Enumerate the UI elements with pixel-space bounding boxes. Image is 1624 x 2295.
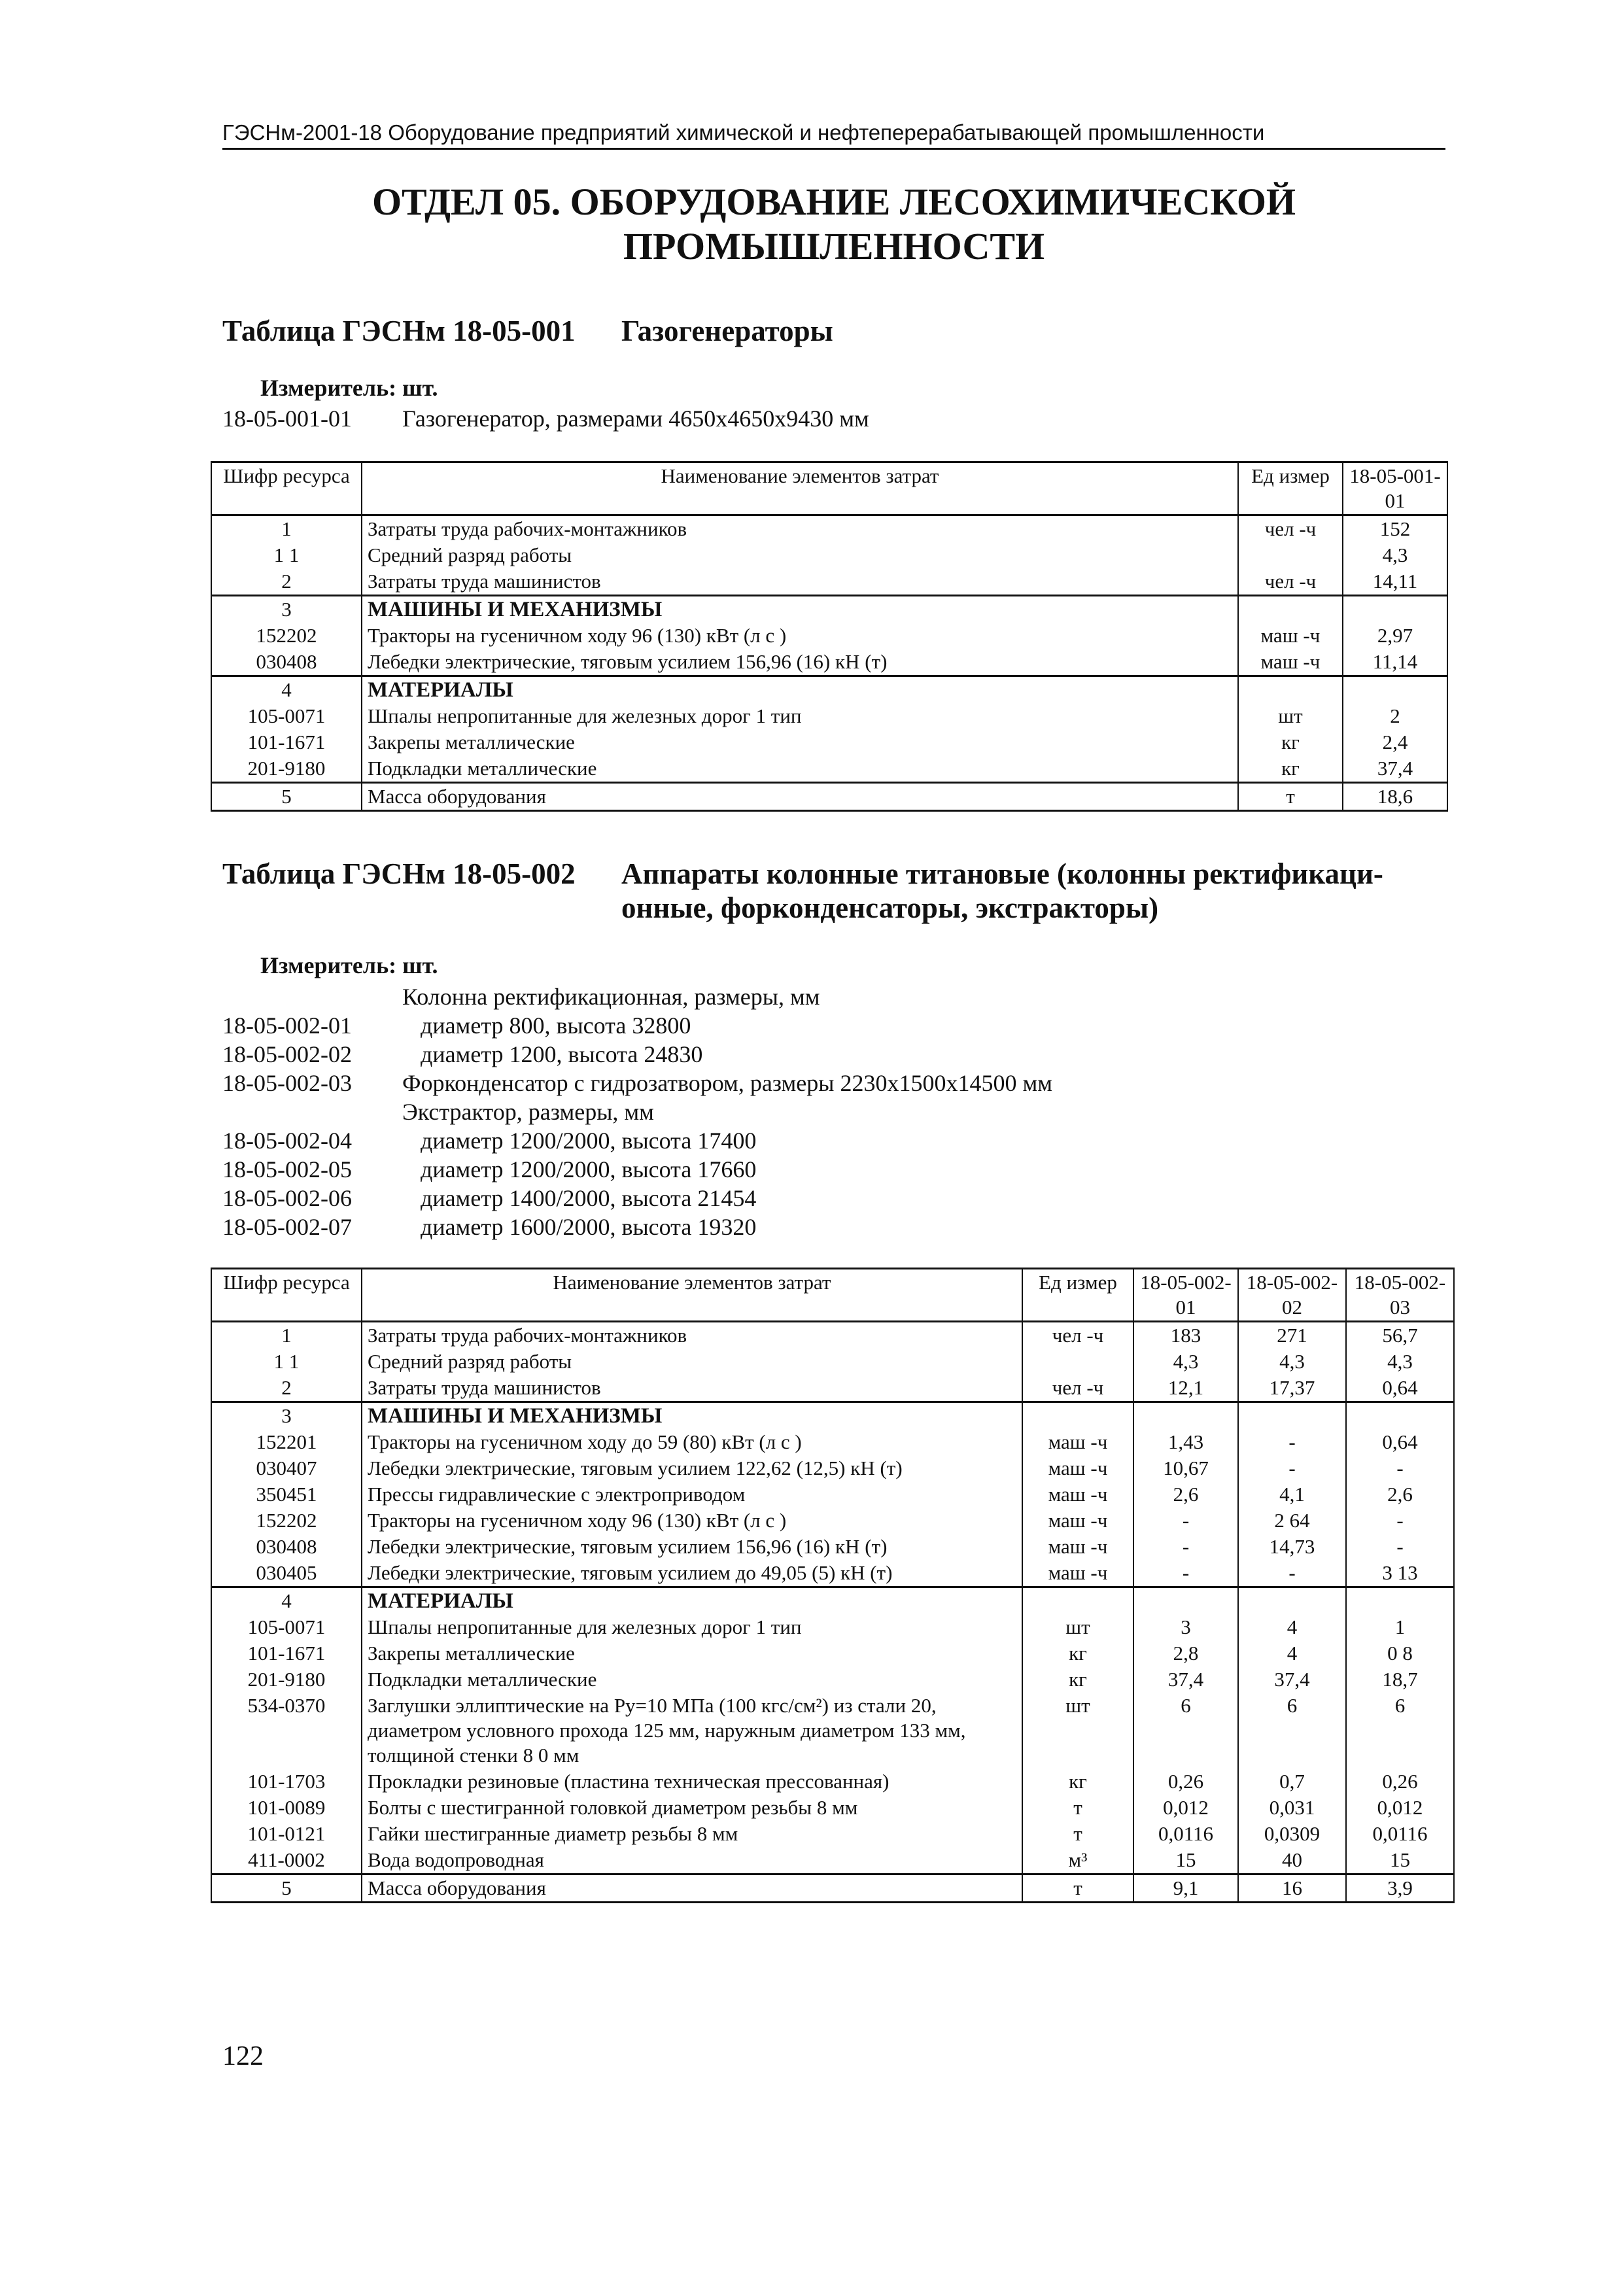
- table-row: [211, 568, 1447, 596]
- resource-value: 183: [1133, 1322, 1238, 1349]
- resource-unit: шт: [1022, 1693, 1133, 1769]
- resource-name: МАТЕРИАЛЫ: [362, 676, 1238, 704]
- spec-code: 18-05-002-02: [222, 1041, 352, 1067]
- table-row: [211, 755, 1447, 783]
- column-header: Шифр ресурса: [211, 462, 362, 515]
- table-row: [211, 1560, 1454, 1587]
- resource-value: 56,7: [1346, 1322, 1454, 1349]
- spec-code: 18-05-001-01: [222, 406, 352, 432]
- resource-value: 18,6: [1343, 783, 1447, 811]
- resource-value: 0,26: [1346, 1769, 1454, 1795]
- resource-value: 0,0116: [1133, 1821, 1238, 1847]
- resource-value: 4,3: [1133, 1349, 1238, 1375]
- resource-code: 3: [211, 596, 362, 623]
- table-row: [211, 1455, 1454, 1481]
- resource-unit: шт: [1238, 703, 1343, 729]
- resource-value: 4: [1238, 1614, 1346, 1640]
- resource-name: Затраты труда машинистов: [362, 568, 1238, 596]
- resource-value: 2,6: [1346, 1481, 1454, 1508]
- resource-value: 15: [1133, 1847, 1238, 1874]
- spec-row: [222, 1097, 1052, 1126]
- resource-unit: маш -ч: [1022, 1560, 1133, 1587]
- resource-value: 11,14: [1343, 649, 1447, 676]
- spec-row: [222, 1040, 1052, 1069]
- spec-code: 18-05-002-03: [222, 1070, 352, 1096]
- table1-header-row: [211, 462, 1447, 515]
- resource-unit: [1238, 676, 1343, 704]
- resource-name: Средний разряд работы: [362, 1349, 1022, 1375]
- resource-name: Масса оборудования: [362, 1874, 1022, 1903]
- resource-value: -: [1346, 1455, 1454, 1481]
- resource-value: -: [1133, 1508, 1238, 1534]
- table-row: [211, 542, 1447, 568]
- table-row: [211, 1375, 1454, 1402]
- page-number: 122: [222, 2041, 264, 2071]
- spec-row: [222, 1011, 1052, 1040]
- resource-unit: [1022, 1587, 1133, 1615]
- spec-text: диаметр 1400/2000, высота 21454: [421, 1185, 757, 1211]
- table-row: [211, 1666, 1454, 1693]
- column-header: Наименование элементов затрат: [362, 1269, 1022, 1322]
- resource-value: 0,012: [1133, 1795, 1238, 1821]
- resource-value: 2,4: [1343, 729, 1447, 755]
- spec-text: диаметр 1200/2000, высота 17400: [421, 1128, 757, 1154]
- table2-name: Аппараты колонные титановые (колонны ректификаци-онные, форконденсаторы, экстракторы): [621, 857, 1383, 924]
- resource-code: 030407: [211, 1455, 362, 1481]
- resource-name: Шпалы непропитанные для железных дорог 1 тип: [362, 703, 1238, 729]
- resource-code: 411-0002: [211, 1847, 362, 1874]
- table-row: [211, 703, 1447, 729]
- table2-header-row: [211, 1269, 1454, 1322]
- resource-name: Лебедки электрические, тяговым усилием до 49,05 (5) кН (т): [362, 1560, 1022, 1587]
- resource-value: 3: [1133, 1614, 1238, 1640]
- resource-value: [1238, 1587, 1346, 1615]
- resource-value: 6: [1133, 1693, 1238, 1769]
- resource-code: 030408: [211, 649, 362, 676]
- spec-text: Газогенератор, размерами 4650х4650х9430 мм: [402, 406, 869, 432]
- spec-row: [222, 1184, 1052, 1213]
- column-header: 18-05-002-03: [1346, 1269, 1454, 1322]
- resource-value: 3,9: [1346, 1874, 1454, 1903]
- resource-value: 2 64: [1238, 1508, 1346, 1534]
- resource-value: [1238, 1402, 1346, 1430]
- spec-text: диаметр 1600/2000, высота 19320: [421, 1214, 757, 1240]
- resource-code: 201-9180: [211, 755, 362, 783]
- resource-value: 18,7: [1346, 1666, 1454, 1693]
- resource-code: 5: [211, 1874, 362, 1903]
- resource-name: МАШИНЫ И МЕХАНИЗМЫ: [362, 1402, 1022, 1430]
- table-row: [211, 1874, 1454, 1903]
- spec-code: 18-05-002-06: [222, 1185, 352, 1211]
- resource-value: [1346, 1587, 1454, 1615]
- resource-unit: маш -ч: [1238, 623, 1343, 649]
- section-title-line-1: ОТДЕЛ 05. ОБОРУДОВАНИЕ ЛЕСОХИМИЧЕСКОЙ: [371, 181, 1296, 223]
- resource-value: 10,67: [1133, 1455, 1238, 1481]
- resource-unit: чел -ч: [1238, 568, 1343, 596]
- resource-code: 1: [211, 515, 362, 543]
- table2-resources: [211, 1268, 1455, 1903]
- resource-code: 152202: [211, 623, 362, 649]
- resource-value: 4,3: [1238, 1349, 1346, 1375]
- resource-value: 6: [1238, 1693, 1346, 1769]
- resource-name: Масса оборудования: [362, 783, 1238, 811]
- resource-name: Затраты труда машинистов: [362, 1375, 1022, 1402]
- resource-value: 4,1: [1238, 1481, 1346, 1508]
- table-row: [211, 729, 1447, 755]
- resource-code: 030405: [211, 1560, 362, 1587]
- resource-value: -: [1238, 1455, 1346, 1481]
- resource-code: 5: [211, 783, 362, 811]
- resource-value: 0,64: [1346, 1375, 1454, 1402]
- resource-unit: чел -ч: [1238, 515, 1343, 543]
- table-row: [211, 1481, 1454, 1508]
- resource-name: Тракторы на гусеничном ходу 96 (130) кВт (л с ): [362, 1508, 1022, 1534]
- resource-name: Лебедки электрические, тяговым усилием 122,62 (12,5) кН (т): [362, 1455, 1022, 1481]
- resource-value: 14,11: [1343, 568, 1447, 596]
- resource-value: 271: [1238, 1322, 1346, 1349]
- resource-value: 1,43: [1133, 1429, 1238, 1455]
- table-row: [211, 515, 1447, 543]
- resource-name: Прессы гидравлические с электроприводом: [362, 1481, 1022, 1508]
- resource-unit: [1022, 1402, 1133, 1430]
- column-header: Ед измер: [1238, 462, 1343, 515]
- resource-unit: кг: [1238, 755, 1343, 783]
- resource-value: 4,3: [1343, 542, 1447, 568]
- resource-name: Закрепы металлические: [362, 729, 1238, 755]
- column-header: Ед измер: [1022, 1269, 1133, 1322]
- table-row: [211, 596, 1447, 623]
- table-row: [211, 1322, 1454, 1349]
- resource-name: Затраты труда рабочих-монтажников: [362, 515, 1238, 543]
- resource-code: 101-0089: [211, 1795, 362, 1821]
- resource-value: [1346, 1402, 1454, 1430]
- table-row: [211, 783, 1447, 811]
- resource-value: [1133, 1402, 1238, 1430]
- resource-value: -: [1238, 1429, 1346, 1455]
- table-row: [211, 676, 1447, 704]
- resource-value: 4: [1238, 1640, 1346, 1666]
- resource-value: 0,64: [1346, 1429, 1454, 1455]
- resource-unit: чел -ч: [1022, 1375, 1133, 1402]
- resource-code: 101-1671: [211, 1640, 362, 1666]
- resource-code: 152202: [211, 1508, 362, 1534]
- resource-name: МАШИНЫ И МЕХАНИЗМЫ: [362, 596, 1238, 623]
- resource-name: Гайки шестигранные диаметр резьбы 8 мм: [362, 1821, 1022, 1847]
- resource-value: 37,4: [1343, 755, 1447, 783]
- section-title: [222, 180, 1445, 269]
- resource-name: Лебедки электрические, тяговым усилием 156,96 (16) кН (т): [362, 1534, 1022, 1560]
- spec-text: Форконденсатор с гидрозатвором, размеры 2230х1500х14500 мм: [402, 1070, 1053, 1096]
- table-row: [211, 1534, 1454, 1560]
- resource-value: 0,7: [1238, 1769, 1346, 1795]
- column-header: Наименование элементов затрат: [362, 462, 1238, 515]
- resource-value: [1133, 1587, 1238, 1615]
- spec-text: диаметр 800, высота 32800: [421, 1012, 691, 1039]
- resource-code: 101-0121: [211, 1821, 362, 1847]
- spec-code: 18-05-002-04: [222, 1128, 352, 1154]
- resource-value: -: [1346, 1508, 1454, 1534]
- resource-name: Средний разряд работы: [362, 542, 1238, 568]
- resource-value: -: [1133, 1534, 1238, 1560]
- resource-value: 0,0116: [1346, 1821, 1454, 1847]
- table1-title: [222, 314, 1432, 348]
- resource-value: 0,012: [1346, 1795, 1454, 1821]
- resource-unit: [1238, 542, 1343, 568]
- resource-unit: кг: [1238, 729, 1343, 755]
- resource-value: 2,8: [1133, 1640, 1238, 1666]
- resource-value: 6: [1346, 1693, 1454, 1769]
- resource-unit: маш -ч: [1022, 1508, 1133, 1534]
- resource-value: [1343, 596, 1447, 623]
- resource-code: 030408: [211, 1534, 362, 1560]
- resource-value: 14,73: [1238, 1534, 1346, 1560]
- resource-unit: т: [1022, 1795, 1133, 1821]
- resource-code: 105-0071: [211, 703, 362, 729]
- spec-row: [222, 404, 869, 433]
- spec-text: Колонна ректификационная, размеры, мм: [402, 984, 820, 1010]
- resource-value: 1: [1346, 1614, 1454, 1640]
- resource-code: 1 1: [211, 1349, 362, 1375]
- table-row: [211, 1402, 1454, 1430]
- resource-unit: т: [1022, 1821, 1133, 1847]
- table-row: [211, 1429, 1454, 1455]
- resource-value: -: [1238, 1560, 1346, 1587]
- resource-value: 17,37: [1238, 1375, 1346, 1402]
- resource-value: 2,97: [1343, 623, 1447, 649]
- resource-value: 16: [1238, 1874, 1346, 1903]
- resource-unit: м³: [1022, 1847, 1133, 1874]
- resource-value: 4,3: [1346, 1349, 1454, 1375]
- resource-name: Закрепы металлические: [362, 1640, 1022, 1666]
- spec-text: диаметр 1200/2000, высота 17660: [421, 1156, 757, 1182]
- resource-unit: т: [1238, 783, 1343, 811]
- table2-code: Таблица ГЭСНм 18-05-002: [222, 857, 576, 890]
- table1-resources: [211, 461, 1448, 812]
- running-header: ГЭСНм-2001-18 Оборудование предприятий химической и нефтеперерабатывающей промышленности: [222, 120, 1445, 150]
- table-row: [211, 623, 1447, 649]
- resource-unit: [1238, 596, 1343, 623]
- resource-value: 37,4: [1133, 1666, 1238, 1693]
- resource-code: 152201: [211, 1429, 362, 1455]
- resource-code: 101-1703: [211, 1769, 362, 1795]
- table1-name: Газогенераторы: [621, 315, 833, 347]
- resource-unit: т: [1022, 1874, 1133, 1903]
- resource-value: 37,4: [1238, 1666, 1346, 1693]
- resource-code: 350451: [211, 1481, 362, 1508]
- spec-row: [222, 1126, 1052, 1155]
- resource-unit: маш -ч: [1022, 1534, 1133, 1560]
- table-row: [211, 1693, 1454, 1769]
- resource-unit: кг: [1022, 1640, 1133, 1666]
- spec-row: [222, 1069, 1052, 1097]
- spec-code: 18-05-002-05: [222, 1156, 352, 1182]
- resource-code: 3: [211, 1402, 362, 1430]
- table-row: [211, 649, 1447, 676]
- resource-name: Болты с шестигранной головкой диаметром резьбы 8 мм: [362, 1795, 1022, 1821]
- resource-unit: шт: [1022, 1614, 1133, 1640]
- resource-value: 9,1: [1133, 1874, 1238, 1903]
- resource-value: 15: [1346, 1847, 1454, 1874]
- resource-code: 2: [211, 1375, 362, 1402]
- resource-name: Прокладки резиновые (пластина техническая прессованная): [362, 1769, 1022, 1795]
- resource-value: 152: [1343, 515, 1447, 543]
- section-title-line-2: ПРОМЫШЛЕННОСТИ: [623, 225, 1045, 267]
- resource-code: 101-1671: [211, 729, 362, 755]
- resource-value: 12,1: [1133, 1375, 1238, 1402]
- resource-unit: маш -ч: [1022, 1455, 1133, 1481]
- table2-spec: [222, 982, 1052, 1241]
- table-row: [211, 1614, 1454, 1640]
- resource-value: -: [1133, 1560, 1238, 1587]
- resource-name: Затраты труда рабочих-монтажников: [362, 1322, 1022, 1349]
- table1-spec: [222, 404, 869, 433]
- table-row: [211, 1769, 1454, 1795]
- resource-unit: кг: [1022, 1666, 1133, 1693]
- resource-name: Тракторы на гусеничном ходу до 59 (80) кВт (л с ): [362, 1429, 1022, 1455]
- column-header: Шифр ресурса: [211, 1269, 362, 1322]
- resource-code: 201-9180: [211, 1666, 362, 1693]
- resource-value: 3 13: [1346, 1560, 1454, 1587]
- resource-unit: маш -ч: [1022, 1481, 1133, 1508]
- table-row: [211, 1795, 1454, 1821]
- resource-value: 2,6: [1133, 1481, 1238, 1508]
- column-header: 18-05-002-01: [1133, 1269, 1238, 1322]
- resource-code: 1 1: [211, 542, 362, 568]
- resource-name: Подкладки металлические: [362, 1666, 1022, 1693]
- resource-name: Тракторы на гусеничном ходу 96 (130) кВт (л с ): [362, 623, 1238, 649]
- column-header: 18-05-002-02: [1238, 1269, 1346, 1322]
- table1-measure: Измеритель: шт.: [260, 375, 438, 401]
- table-row: [211, 1349, 1454, 1375]
- resource-unit: чел -ч: [1022, 1322, 1133, 1349]
- table-row: [211, 1508, 1454, 1534]
- spec-code: 18-05-002-07: [222, 1214, 352, 1240]
- resource-value: [1343, 676, 1447, 704]
- resource-value: 40: [1238, 1847, 1346, 1874]
- resource-value: -: [1346, 1534, 1454, 1560]
- table-row: [211, 1847, 1454, 1874]
- spec-text: диаметр 1200, высота 24830: [421, 1041, 703, 1067]
- spec-row: [222, 1213, 1052, 1241]
- resource-name: Заглушки эллиптические на Ру=10 МПа (100 кгс/см²) из стали 20, диаметром условного прохода 125 мм, наружным диаметром 133 мм, толщиной стенки 8 0 мм: [362, 1693, 1022, 1769]
- resource-value: 0,0309: [1238, 1821, 1346, 1847]
- resource-code: 1: [211, 1322, 362, 1349]
- resource-unit: маш -ч: [1238, 649, 1343, 676]
- table2-title: [222, 857, 1432, 925]
- resource-code: 4: [211, 676, 362, 704]
- spec-row: [222, 1155, 1052, 1184]
- resource-code: 4: [211, 1587, 362, 1615]
- table2-measure: Измеритель: шт.: [260, 952, 438, 978]
- resource-unit: кг: [1022, 1769, 1133, 1795]
- resource-code: 2: [211, 568, 362, 596]
- resource-name: Вода водопроводная: [362, 1847, 1022, 1874]
- resource-unit: маш -ч: [1022, 1429, 1133, 1455]
- resource-value: 0,26: [1133, 1769, 1238, 1795]
- column-header: 18-05-001-01: [1343, 462, 1447, 515]
- resource-value: 0,031: [1238, 1795, 1346, 1821]
- table-row: [211, 1821, 1454, 1847]
- table-row: [211, 1587, 1454, 1615]
- resource-code: 534-0370: [211, 1693, 362, 1769]
- table-row: [211, 1640, 1454, 1666]
- resource-value: 2: [1343, 703, 1447, 729]
- spec-code: 18-05-002-01: [222, 1012, 352, 1039]
- resource-name: Лебедки электрические, тяговым усилием 156,96 (16) кН (т): [362, 649, 1238, 676]
- spec-text: Экстрактор, размеры, мм: [402, 1099, 654, 1125]
- resource-name: Подкладки металлические: [362, 755, 1238, 783]
- resource-code: 105-0071: [211, 1614, 362, 1640]
- table1-code: Таблица ГЭСНм 18-05-001: [222, 315, 576, 347]
- resource-name: МАТЕРИАЛЫ: [362, 1587, 1022, 1615]
- resource-unit: [1022, 1349, 1133, 1375]
- resource-name: Шпалы непропитанные для железных дорог 1 тип: [362, 1614, 1022, 1640]
- spec-row: [222, 982, 1052, 1011]
- resource-value: 0 8: [1346, 1640, 1454, 1666]
